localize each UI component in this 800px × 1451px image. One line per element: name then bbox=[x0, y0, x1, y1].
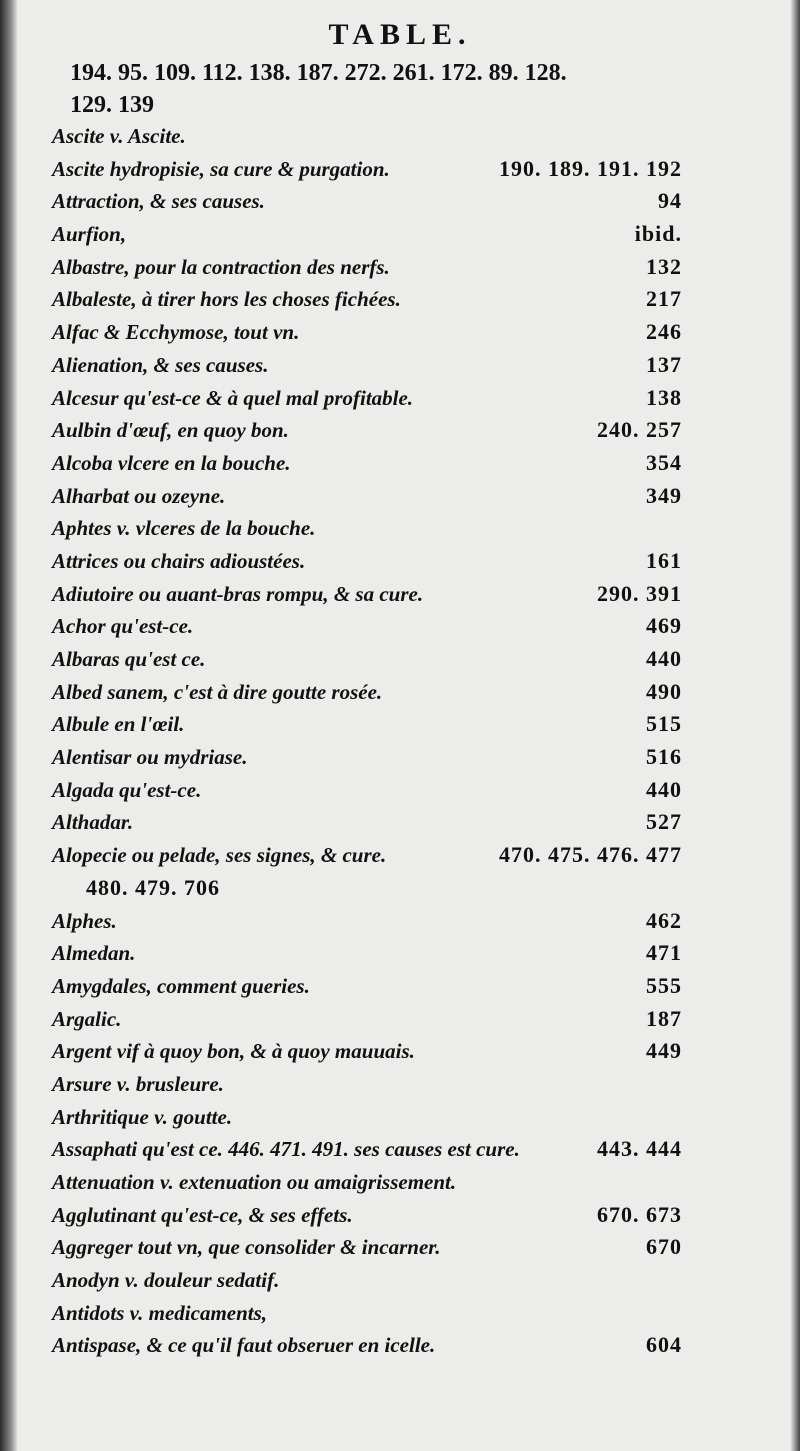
entry-text: Algada qu'est-ce. bbox=[52, 777, 202, 802]
entry-continuation bbox=[0, 872, 800, 905]
index-entry bbox=[0, 578, 800, 611]
index-entry bbox=[0, 610, 800, 643]
entry-text: Althadar. bbox=[52, 810, 134, 835]
index-entry bbox=[0, 937, 800, 970]
entry-text: Albastre, pour la contraction des nerfs. bbox=[52, 254, 390, 279]
index-entry bbox=[0, 676, 800, 709]
entry-text: Arthritique v. goutte. bbox=[52, 1104, 233, 1129]
entry-page-numbers: ibid. bbox=[634, 221, 682, 247]
entry-page-numbers: 349 bbox=[646, 482, 682, 508]
entry-page-numbers: 246 bbox=[646, 319, 682, 345]
entry-page-numbers: 217 bbox=[646, 286, 682, 312]
entry-page-numbers: 187 bbox=[646, 1005, 682, 1031]
index-entry bbox=[0, 545, 800, 578]
index-entry bbox=[0, 1133, 800, 1166]
index-entry bbox=[0, 741, 800, 774]
index-entry bbox=[0, 708, 800, 741]
index-entry bbox=[0, 1068, 800, 1101]
entry-page-numbers: 440 bbox=[646, 776, 682, 802]
index-entry bbox=[0, 1231, 800, 1264]
index-entry bbox=[0, 1101, 800, 1134]
page-title: TABLE. bbox=[328, 18, 472, 51]
index-entry bbox=[0, 153, 800, 186]
index-entry bbox=[0, 1199, 800, 1232]
entry-text: Alcesur qu'est-ce & à quel mal profitable. bbox=[52, 385, 414, 410]
intro-page-refs-line-2: 129. 139 bbox=[70, 92, 154, 118]
entry-text: Assaphati qu'est ce. 446. 471. 491. ses causes est cure. bbox=[52, 1137, 520, 1162]
entry-text: Adiutoire ou auant-bras rompu, & sa cure. bbox=[52, 581, 424, 606]
entry-page-numbers: 490 bbox=[646, 678, 682, 704]
entry-page-numbers: 670. 673 bbox=[597, 1201, 682, 1227]
entry-text: Albaleste, à tirer hors les choses fichées. bbox=[52, 287, 401, 312]
index-entry bbox=[0, 774, 800, 807]
entry-text: Attraction, & ses causes. bbox=[52, 189, 265, 214]
intro-page-refs-line-1: 194. 95. 109. 112. 138. 187. 272. 261. 172. 89. 128. bbox=[70, 60, 567, 86]
entry-text: Attenuation v. extenuation ou amaigrissement. bbox=[52, 1170, 457, 1194]
entry-text: Ascite hydropisie, sa cure & purgation. bbox=[52, 156, 390, 181]
index-entry bbox=[0, 643, 800, 676]
entry-page-numbers: 462 bbox=[646, 907, 682, 933]
index-entry bbox=[0, 414, 800, 447]
entry-text: Aggreger tout vn, que consolider & incarner. bbox=[52, 1235, 441, 1260]
index-entry bbox=[0, 185, 800, 218]
entry-page-numbers: 440 bbox=[646, 646, 682, 671]
entry-page-numbers: 132 bbox=[646, 253, 682, 279]
index-entry bbox=[0, 316, 800, 349]
entry-page-numbers: 516 bbox=[646, 744, 682, 770]
entry-page-numbers: 443. 444 bbox=[597, 1136, 682, 1162]
entry-text: Ascite v. Ascite. bbox=[52, 124, 186, 148]
entry-text: Arsure v. brusleure. bbox=[52, 1071, 224, 1096]
entry-page-numbers: 470. 475. 476. 477 bbox=[499, 842, 682, 868]
continuation-page-numbers: 480. 479. 706 bbox=[86, 874, 220, 900]
entry-text: Amygdales, comment gueries. bbox=[52, 973, 310, 998]
entry-page-numbers: 670 bbox=[646, 1234, 682, 1260]
entry-page-numbers: 527 bbox=[646, 809, 682, 835]
entry-text: Antispase, & ce qu'il faut obseruer en icelle. bbox=[52, 1333, 436, 1358]
index-entry bbox=[0, 1166, 800, 1199]
index-entry bbox=[0, 512, 800, 545]
entry-text: Antidots v. medicaments, bbox=[52, 1300, 268, 1325]
entry-page-numbers: 604 bbox=[646, 1332, 682, 1358]
index-entry bbox=[0, 251, 800, 284]
entry-text: Albed sanem, c'est à dire goutte rosée. bbox=[52, 679, 383, 704]
entry-page-numbers: 290. 391 bbox=[597, 580, 682, 606]
entry-text: Aphtes v. vlceres de la bouche. bbox=[52, 516, 316, 541]
index-entry bbox=[0, 839, 800, 872]
index-entry bbox=[0, 1297, 800, 1330]
entry-text: Argalic. bbox=[52, 1006, 122, 1031]
entry-page-numbers: 138 bbox=[646, 384, 682, 410]
entry-page-numbers: 240. 257 bbox=[597, 417, 682, 443]
entry-text: Alopecie ou pelade, ses signes, & cure. bbox=[52, 843, 387, 868]
index-entry bbox=[0, 283, 800, 316]
index-entry bbox=[0, 382, 800, 415]
index-entry bbox=[0, 480, 800, 513]
entry-text: Alphes. bbox=[52, 908, 117, 933]
entry-text: Alcoba vlcere en la bouche. bbox=[52, 450, 291, 475]
entry-text: Agglutinant qu'est-ce, & ses effets. bbox=[52, 1202, 353, 1227]
entry-page-numbers: 449 bbox=[646, 1038, 682, 1064]
index-entry bbox=[0, 1264, 800, 1297]
entry-text: Aurfion, bbox=[52, 222, 127, 247]
entry-text: Albaras qu'est ce. bbox=[52, 647, 206, 671]
index-entry bbox=[0, 1003, 800, 1036]
entry-page-numbers: 515 bbox=[646, 711, 682, 737]
entry-text: Albule en l'œil. bbox=[52, 712, 185, 737]
index-entry bbox=[0, 447, 800, 480]
entry-page-numbers: 555 bbox=[646, 972, 682, 998]
index-entry bbox=[0, 120, 800, 153]
entry-text: Anodyn v. douleur sedatif. bbox=[52, 1268, 280, 1293]
entry-page-numbers: 469 bbox=[646, 613, 682, 639]
entry-page-numbers: 161 bbox=[646, 547, 682, 573]
entry-page-numbers: 190. 189. 191. 192 bbox=[499, 155, 682, 181]
index-entry bbox=[0, 970, 800, 1003]
index-entry bbox=[0, 806, 800, 839]
index-entry bbox=[0, 349, 800, 382]
entry-page-numbers: 471 bbox=[646, 940, 682, 966]
entry-text: Argent vif à quoy bon, & à quoy mauuais. bbox=[52, 1039, 415, 1064]
index-entry bbox=[0, 218, 800, 251]
entry-text: Alfac & Ecchymose, tout vn. bbox=[52, 320, 300, 345]
entry-page-numbers: 94 bbox=[658, 188, 682, 214]
entry-text: Alentisar ou mydriase. bbox=[52, 745, 248, 770]
entry-text: Attrices ou chairs adioustées. bbox=[52, 548, 306, 573]
entry-page-numbers: 354 bbox=[646, 449, 682, 475]
entry-text: Almedan. bbox=[52, 941, 136, 966]
index-entry bbox=[0, 1035, 800, 1068]
entry-text: Aulbin d'œuf, en quoy bon. bbox=[52, 418, 289, 443]
entry-page-numbers: 137 bbox=[646, 351, 682, 377]
index-entry bbox=[0, 905, 800, 938]
entry-text: Achor qu'est-ce. bbox=[52, 614, 194, 639]
entry-text: Alharbat ou ozeyne. bbox=[52, 483, 226, 508]
entry-text: Alienation, & ses causes. bbox=[52, 352, 269, 377]
index-entry bbox=[0, 1329, 800, 1362]
index-entries bbox=[0, 120, 800, 1362]
